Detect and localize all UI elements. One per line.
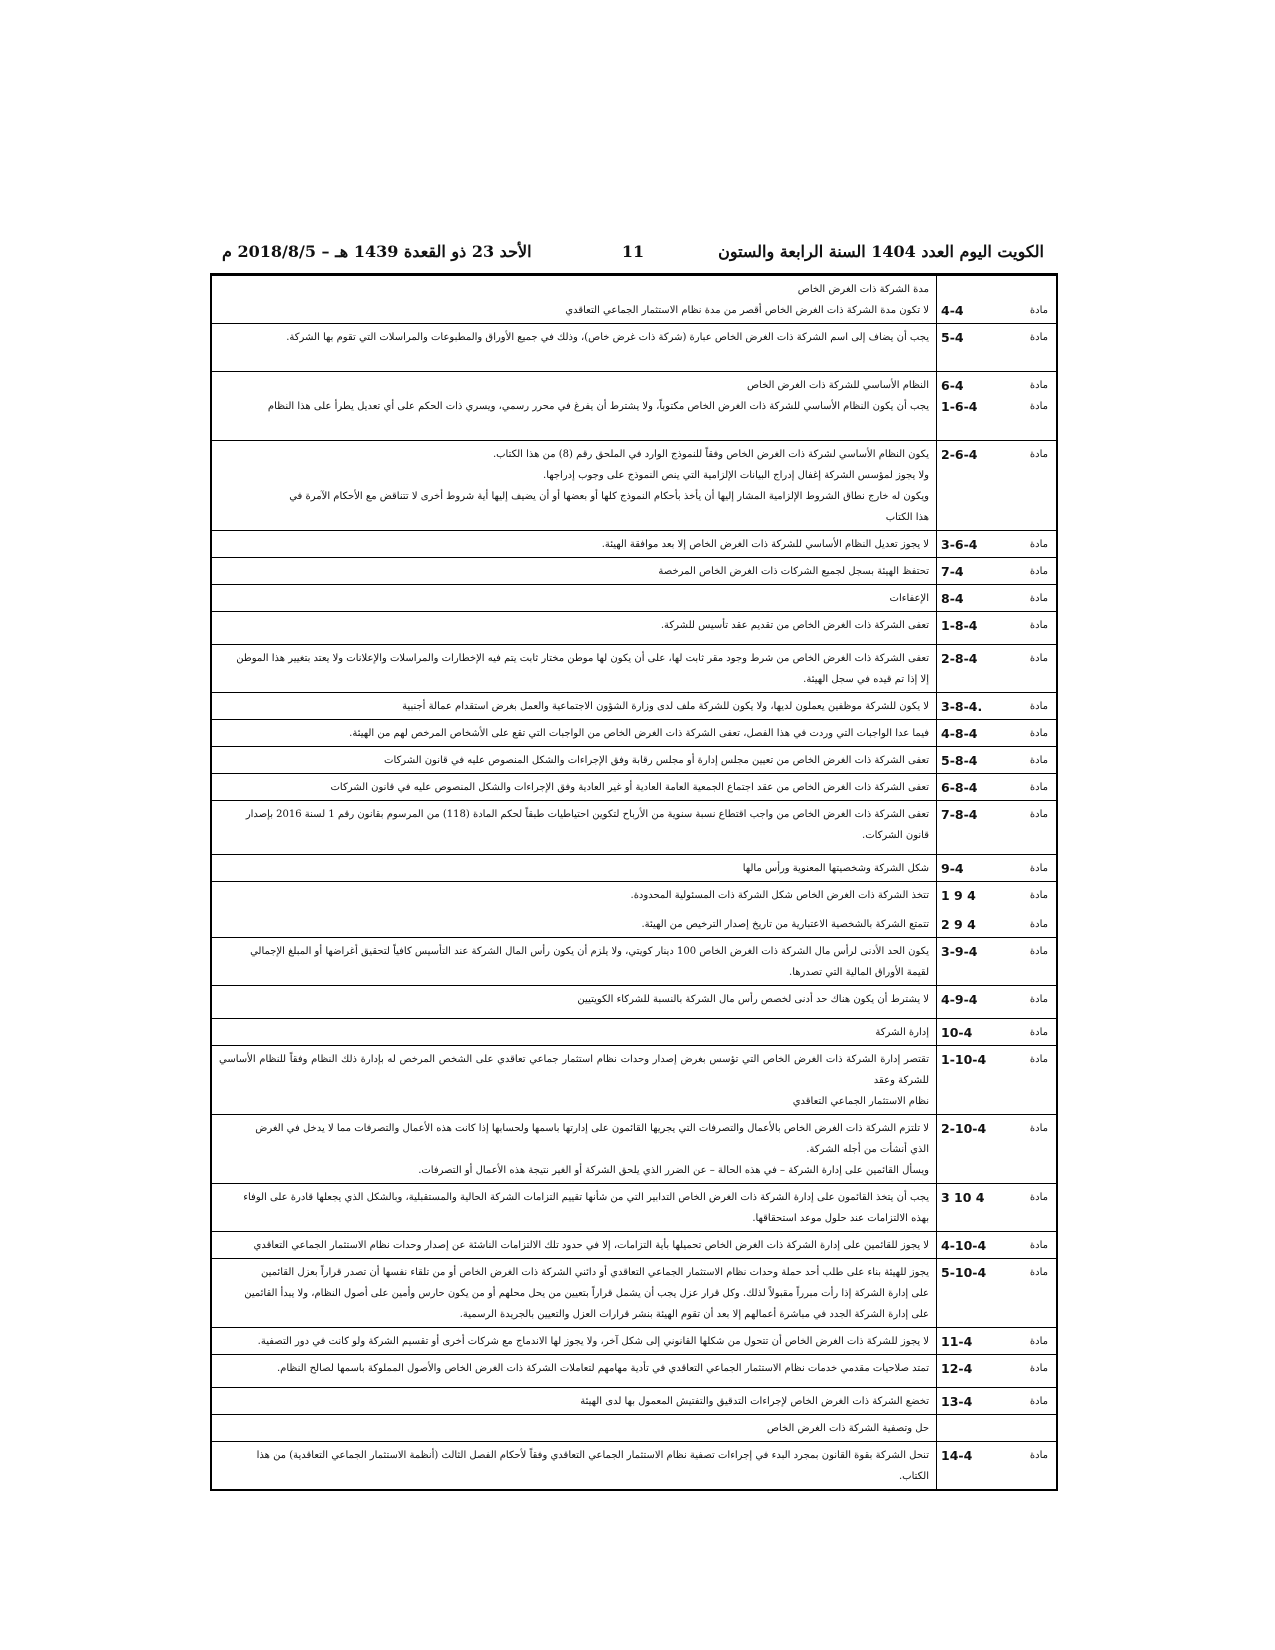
article-text-cell (212, 1328, 936, 1354)
article-code: 7-8-4 (941, 807, 978, 822)
article-number-cell (936, 645, 1056, 692)
article-text-line: يكون النظام الأساسي لشركة ذات الغرض الخاص وفقاً للنموذج الوارد في الملحق رقم (8) من هذا الكتاب. (492, 449, 929, 460)
article-row (212, 1355, 1056, 1388)
article-label: مادة (1029, 1267, 1048, 1278)
article-code: 10-4 (941, 1025, 973, 1040)
article-text-line: قانون الشركات. (862, 830, 929, 841)
article-code: 1-8-4 (941, 618, 978, 633)
article-label: مادة (1029, 653, 1048, 664)
article-text-line: لا تكون مدة الشركة ذات الغرض الخاص أقصر من مدة نظام الاستثمار الجماعي التعاقدي (565, 305, 929, 316)
article-text-line: ولا يجوز لمؤسس الشركة إغفال إدراج البيانات الإلزامية التي ينص النموذج على وجوب إدراجها. (543, 470, 929, 481)
article-code: 8-4 (941, 591, 964, 606)
article-code: 5-8-4 (941, 753, 978, 768)
article-label: مادة (1029, 728, 1048, 739)
article-text-line: فيما عدا الواجبات التي وردت في هذا الفصل، تعفى الشركة ذات الغرض الخاص من الواجبات التي تقع على الأشخاص المرخص لهم من الهيئة. (349, 728, 929, 739)
article-code: 2-10-4 (941, 1121, 987, 1136)
article-text-cell (212, 693, 936, 719)
article-text-cell (212, 986, 936, 1018)
article-number-cell (936, 441, 1056, 530)
article-row (212, 747, 1056, 774)
article-code: 7-4 (941, 564, 964, 579)
article-text-line: لا يجوز تعديل النظام الأساسي للشركة ذات الغرض الخاص إلا بعد موافقة الهيئة. (601, 539, 929, 550)
article-row (212, 1046, 1056, 1115)
article-code: 13-4 (941, 1394, 973, 1409)
article-code: 4-10-4 (941, 1238, 987, 1253)
article-number (941, 588, 1048, 609)
article-text-line: يجب أن يضاف إلى اسم الشركة ذات الغرض الخاص عبارة (شركة ذات غرض خاص)، وذلك في جميع الأوراق والمطبوعات والمراسلات التي تقوم بها الشركة. (286, 332, 929, 343)
article-text-line: تتخذ الشركة ذات الغرض الخاص شكل الشركة ذات المسئولية المحدودة. (630, 890, 929, 901)
article-code: 1-10-4 (941, 1052, 987, 1067)
article-text-line: تخضع الشركة ذات الغرض الخاص لإجراءات التدقيق والتفتيش المعمول بها لدى الهيئة (580, 1396, 929, 1407)
article-text-line: لا يكون للشركة موظفين يعملون لديها، ولا يكون للشركة ملف لدى وزارة الشؤون الاجتماعية والعمل بغرض استقدام عمالة أجنبية (402, 701, 929, 712)
article-text-line: هذا الكتاب (885, 512, 929, 523)
article-text-cell (212, 1415, 936, 1441)
article-text-line: الكتاب. (898, 1471, 929, 1482)
article-text-line: يجوز للهيئة بناء على طلب أحد حملة وحدات نظام الاستثمار الجماعي التعاقدي أو دائني الشركة ذات الغرض الخاص أو من تلقاء نفسها أن تصدر قراراً بعزل القائمين (261, 1267, 929, 1278)
article-number (941, 804, 1048, 825)
article-number (941, 1445, 1048, 1466)
article-code: 4-9-4 (941, 992, 978, 1007)
article-text-line: لا يجوز للقائمين على إدارة الشركة ذات الغرض الخاص تحميلها بأية التزامات، إلا في حدود تلك الالتزامات الناشئة عن إصدار وحدات نظام الاستثمار الجماعي التعاقدي (253, 1240, 929, 1251)
article-text-cell (212, 1259, 936, 1327)
articles-table (210, 273, 1058, 1491)
article-text-cell (212, 1115, 936, 1183)
article-code: 5-4 (941, 330, 964, 345)
article-code: 6-8-4 (941, 780, 978, 795)
article-number (941, 1331, 1048, 1352)
article-text-cell (212, 1388, 936, 1414)
article-text-cell (212, 774, 936, 800)
article-number (941, 989, 1048, 1010)
article-row (212, 1259, 1056, 1328)
article-row (212, 372, 1056, 441)
article-number (941, 396, 1048, 417)
article-code: 5-10-4 (941, 1265, 987, 1280)
article-label: مادة (1029, 620, 1048, 631)
article-text-line: تعفى الشركة ذات الغرض الخاص من تعيين مجلس إدارة أو مجلس رقابة وفق الإجراءات والشكل المنصوص عليه في قانون الشركات (384, 755, 929, 766)
article-text-line: يجب أن يتخذ القائمون على إدارة الشركة ذات الغرض الخاص التدابير التي من شأنها تقييم التزامات الشركة الحالية والمستقبلية، وبالشكل الذي يجعلها قادرة على الوفاء (243, 1192, 929, 1203)
article-code: 11-4 (941, 1334, 973, 1349)
article-number (941, 1022, 1048, 1043)
article-label: مادة (1029, 1054, 1048, 1065)
article-label: مادة (1029, 380, 1048, 391)
article-row (212, 1415, 1056, 1442)
article-text-cell (212, 441, 936, 530)
article-row (212, 1232, 1056, 1259)
article-text-cell (212, 801, 936, 854)
article-text-cell (212, 938, 936, 985)
article-label: مادة (1029, 539, 1048, 550)
article-number-cell (936, 324, 1056, 371)
article-text-cell (212, 1442, 936, 1489)
article-text-cell (212, 1355, 936, 1387)
article-row (212, 585, 1056, 612)
issue-title: الكويت اليوم العدد 1404 السنة الرابعة والستون (718, 242, 1044, 261)
article-text-line: لقيمة الأوراق المالية التي تصدرها. (789, 967, 929, 978)
article-row (212, 645, 1056, 693)
article-number (941, 858, 1048, 879)
article-label: مادة (1029, 449, 1048, 460)
article-number (941, 615, 1048, 636)
article-code: 3-9-4 (941, 944, 978, 959)
article-text-cell (212, 747, 936, 773)
article-code: 6-4 (941, 378, 964, 393)
article-text-cell (212, 558, 936, 584)
article-text-line: تمتد صلاحيات مقدمي خدمات نظام الاستثمار الجماعي التعاقدي في تأدية مهامهم لتعاملات الشركة ذات الغرض الخاص والأصول المملوكة باسمها لصالح النظام. (276, 1363, 929, 1374)
article-text-cell (212, 645, 936, 692)
article-row (212, 938, 1056, 986)
article-number-cell (936, 1046, 1056, 1114)
article-number-cell (936, 531, 1056, 557)
article-number-cell (936, 938, 1056, 985)
article-row (212, 855, 1056, 882)
article-text-cell (212, 531, 936, 557)
article-number (941, 777, 1048, 798)
article-label: مادة (1029, 994, 1048, 1005)
article-label: مادة (1029, 1027, 1048, 1038)
article-number-cell (936, 855, 1056, 881)
article-label: مادة (1029, 701, 1048, 712)
article-number (941, 1358, 1048, 1379)
article-label: مادة (1029, 946, 1048, 957)
article-text-line: تعفى الشركة ذات الغرض الخاص من شرط وجود مقر ثابت لها، على أن يكون لها موطن مختار ثابت يتم فيه الإخطارات والمراسلات والإعلانات ولا يعتد بتغيير هذا الموطن (236, 653, 929, 664)
article-number-cell (936, 1232, 1056, 1258)
article-text-line: مدة الشركة ذات الغرض الخاص (797, 284, 929, 295)
article-number-cell (936, 1259, 1056, 1327)
article-text-cell (212, 372, 936, 440)
article-number-cell (936, 1328, 1056, 1354)
article-number (941, 1187, 1048, 1208)
article-number (941, 375, 1048, 396)
article-number-cell (936, 276, 1056, 323)
article-number (941, 1235, 1048, 1256)
article-code: 9-4 (941, 861, 964, 876)
article-text-cell (212, 1046, 936, 1114)
article-code: 3 10 4 (941, 1190, 985, 1205)
article-number-cell (936, 1442, 1056, 1489)
article-text-line: تقتصر إدارة الشركة ذات الغرض الخاص التي تؤسس بغرض إصدار وحدات نظام استثمار جماعي تعاقدي على الشخص المرخص له بإدارة ذلك النظام وفقاً للنظام الأساسي للشركة وعقد (219, 1054, 929, 1086)
article-number (941, 750, 1048, 771)
article-text-line: شكل الشركة وشخصيتها المعنوية ورأس مالها (742, 863, 929, 874)
article-text-line: تتمتع الشركة بالشخصية الاعتبارية من تاريخ إصدار الترخيص من الهيئة. (641, 919, 929, 930)
article-number-cell (936, 612, 1056, 644)
article-text-line: ويسأل القائمين على إدارة الشركة – في هذه الحالة – عن الضرر الذي يلحق الشركة أو الغير نتيجة هذه الأعمال أو التصرفات. (418, 1165, 929, 1176)
article-code: 14-4 (941, 1448, 973, 1463)
article-row (212, 986, 1056, 1019)
article-number (941, 1118, 1048, 1139)
article-number (941, 941, 1048, 962)
article-label: مادة (1029, 1450, 1048, 1461)
article-text-line: على إدارة الشركة الجدد في مباشرة أعمالهم إلا بعد أن تقوم الهيئة بنشر قرارات العزل والتعيين بالجريدة الرسمية. (459, 1309, 929, 1320)
article-number-cell (936, 585, 1056, 611)
article-text-line: النظام الأساسي للشركة ذات الغرض الخاص (746, 380, 929, 391)
article-text-line: لا يشترط أن يكون هناك حد أدنى لخصص رأس مال الشركة بالنسبة للشركاء الكويتيين (577, 994, 929, 1005)
article-number (941, 444, 1048, 465)
article-text-cell (212, 585, 936, 611)
article-text-line: بهذه الالتزامات عند حلول موعد استحقاقها. (752, 1213, 929, 1224)
article-code: 2 9 4 (941, 917, 976, 932)
article-label: مادة (1029, 1396, 1048, 1407)
article-label: مادة (1029, 566, 1048, 577)
article-number (941, 723, 1048, 744)
issue-date: الأحد 23 ذو القعدة 1439 هـ – 2018/8/5 م (222, 242, 532, 261)
article-row (212, 531, 1056, 558)
article-number-cell (936, 774, 1056, 800)
article-text-cell (212, 720, 936, 746)
article-number-cell (936, 372, 1056, 440)
article-label: مادة (1029, 1240, 1048, 1251)
article-row (212, 441, 1056, 531)
article-number-cell (936, 801, 1056, 854)
article-number-cell (936, 747, 1056, 773)
article-text-line: تحتفظ الهيئة بسجل لجميع الشركات ذات الغرض الخاص المرخصة (658, 566, 929, 577)
article-label: مادة (1029, 1336, 1048, 1347)
article-label: مادة (1029, 593, 1048, 604)
article-text-line: الإعفاءات (889, 593, 929, 604)
article-text-line: إدارة الشركة (875, 1027, 929, 1038)
article-row (212, 693, 1056, 720)
article-text-line: تعفى الشركة ذات الغرض الخاص من تقديم عقد تأسيس للشركة. (660, 620, 929, 631)
article-number-cell (936, 1184, 1056, 1231)
article-label: مادة (1029, 809, 1048, 820)
article-number (941, 885, 1048, 906)
article-text-cell (212, 882, 936, 937)
article-label: مادة (1029, 401, 1048, 412)
article-number-cell (936, 986, 1056, 1018)
article-label: مادة (1029, 890, 1048, 901)
article-row (212, 720, 1056, 747)
article-text-cell (212, 1232, 936, 1258)
article-label: مادة (1029, 755, 1048, 766)
article-text-cell (212, 1184, 936, 1231)
article-code: 2-6-4 (941, 447, 978, 462)
article-text-line: ويكون له خارج نطاق الشروط الإلزامية المشار إليها أن يأخذ بأحكام النموذج كلها أو بعضها أو أن يضيف إليها أية شروط أخرى لا تتناقض مع الأحكام الآمرة في (289, 491, 929, 502)
article-label: مادة (1029, 782, 1048, 793)
article-row (212, 1184, 1056, 1232)
article-text-line: تعفى الشركة ذات الغرض الخاص من واجب اقتطاع نسبة سنوية من الأرباح لتكوين احتياطيات طبقاً لحكم المادة (118) من المرسوم بقانون رقم 1 لسنة 2016 بإصدار (245, 809, 929, 820)
article-text-line: على إدارة الشركة إذا رأت مبرراً مقبولاً لذلك. وكل قرار عزل يجب أن يشمل قراراً بتعيين من يحل محلهم أو من يكون حارس وأمين على أصول النظام، ولا يبدأ القائمين (244, 1288, 929, 1299)
article-row (212, 801, 1056, 855)
article-row (212, 1019, 1056, 1046)
article-text-line: إلا إذا تم قيده في سجل الهيئة. (803, 674, 929, 685)
article-text-line: تعفى الشركة ذات الغرض الخاص من عقد اجتماع الجمعية العامة العادية أو غير العادية وفق الإجراءات والشكل المنصوص عليه في قانون الشركات (330, 782, 929, 793)
article-number-cell (936, 882, 1056, 937)
article-text-cell (212, 324, 936, 371)
article-code: 4-8-4 (941, 726, 978, 741)
article-number (941, 1391, 1048, 1412)
article-code: 3-8-4. (941, 699, 983, 714)
article-number-cell (936, 1019, 1056, 1045)
article-number (941, 561, 1048, 582)
article-number-cell (936, 1355, 1056, 1387)
article-text-line: يكون الحد الأدنى لرأس مال الشركة ذات الغرض الخاص 100 دينار كويتي، ولا يلزم أن يكون رأس المال الشركة عند التأسيس كافياً لتحقيق أغراضها أو المبلغ الإجمالي (250, 946, 929, 957)
article-number (941, 696, 1048, 717)
page-number: 11 (621, 242, 645, 261)
article-number (941, 648, 1048, 669)
article-number-cell (936, 693, 1056, 719)
article-code: 1 9 4 (941, 888, 976, 903)
article-label: مادة (1029, 305, 1048, 316)
article-number (941, 327, 1048, 348)
article-row (212, 1388, 1056, 1415)
article-number-cell (936, 720, 1056, 746)
article-row (212, 1442, 1056, 1489)
article-number-cell (936, 1415, 1056, 1441)
page-header (222, 242, 1044, 266)
article-number (941, 300, 1048, 321)
article-row (212, 1115, 1056, 1184)
article-row (212, 882, 1056, 938)
article-row (212, 774, 1056, 801)
article-number (941, 1049, 1048, 1070)
article-text-line: لا تلتزم الشركة ذات الغرض الخاص بالأعمال والتصرفات التي يجريها القائمون على إدارتها باسمها ولحسابها إذا كانت هذه الأعمال والتصرفات مما لا يدخل في الغرض (255, 1123, 929, 1134)
article-text-cell (212, 612, 936, 644)
article-row (212, 324, 1056, 372)
article-label: مادة (1029, 1123, 1048, 1134)
article-code: 3-6-4 (941, 537, 978, 552)
article-row (212, 558, 1056, 585)
article-number-cell (936, 1388, 1056, 1414)
article-text-line: نظام الاستثمار الجماعي التعاقدي (792, 1096, 929, 1107)
article-number (941, 1262, 1048, 1283)
article-code: 2-8-4 (941, 651, 978, 666)
article-text-line: لا يجوز للشركة ذات الغرض الخاص أن تتحول من شكلها القانوني إلى شكل آخر، ولا يجوز لها الاندماج مع شركات أخرى أو تقسيم الشركة ولو كانت في دور التصفية. (257, 1336, 929, 1347)
article-label: مادة (1029, 1192, 1048, 1203)
article-number-cell (936, 1115, 1056, 1183)
article-text-cell (212, 276, 936, 323)
article-label: مادة (1029, 863, 1048, 874)
article-number (941, 534, 1048, 555)
article-code: 1-6-4 (941, 399, 978, 414)
article-code: 4-4 (941, 303, 964, 318)
article-text-cell (212, 1019, 936, 1045)
article-text-line: يجب أن يكون النظام الأساسي للشركة ذات الغرض الخاص مكتوباً، ولا يشترط أن يفرغ في محرر رسمي، ويسري ذات الحكم على أي تعديل يطرأ على هذا النظام (267, 401, 929, 412)
article-label: مادة (1029, 919, 1048, 930)
article-text-cell (212, 855, 936, 881)
article-text-line: حل وتصفية الشركة ذات الغرض الخاص (766, 1423, 929, 1434)
article-text-line: تنحل الشركة بقوة القانون بمجرد البدء في إجراءات تصفية نظام الاستثمار الجماعي التعاقدي وفقاً لأحكام الفصل الثالث (أنظمة الاستثمار الجماعي التعاقدية) من هذا (256, 1450, 929, 1461)
article-label: مادة (1029, 1363, 1048, 1374)
article-number-cell (936, 558, 1056, 584)
article-text-line: الذي أنشأت من أجله الشركة. (806, 1144, 929, 1155)
article-row (212, 276, 1056, 324)
article-row (212, 612, 1056, 645)
article-label: مادة (1029, 332, 1048, 343)
article-number (941, 914, 1048, 935)
article-row (212, 1328, 1056, 1355)
article-code: 12-4 (941, 1361, 973, 1376)
